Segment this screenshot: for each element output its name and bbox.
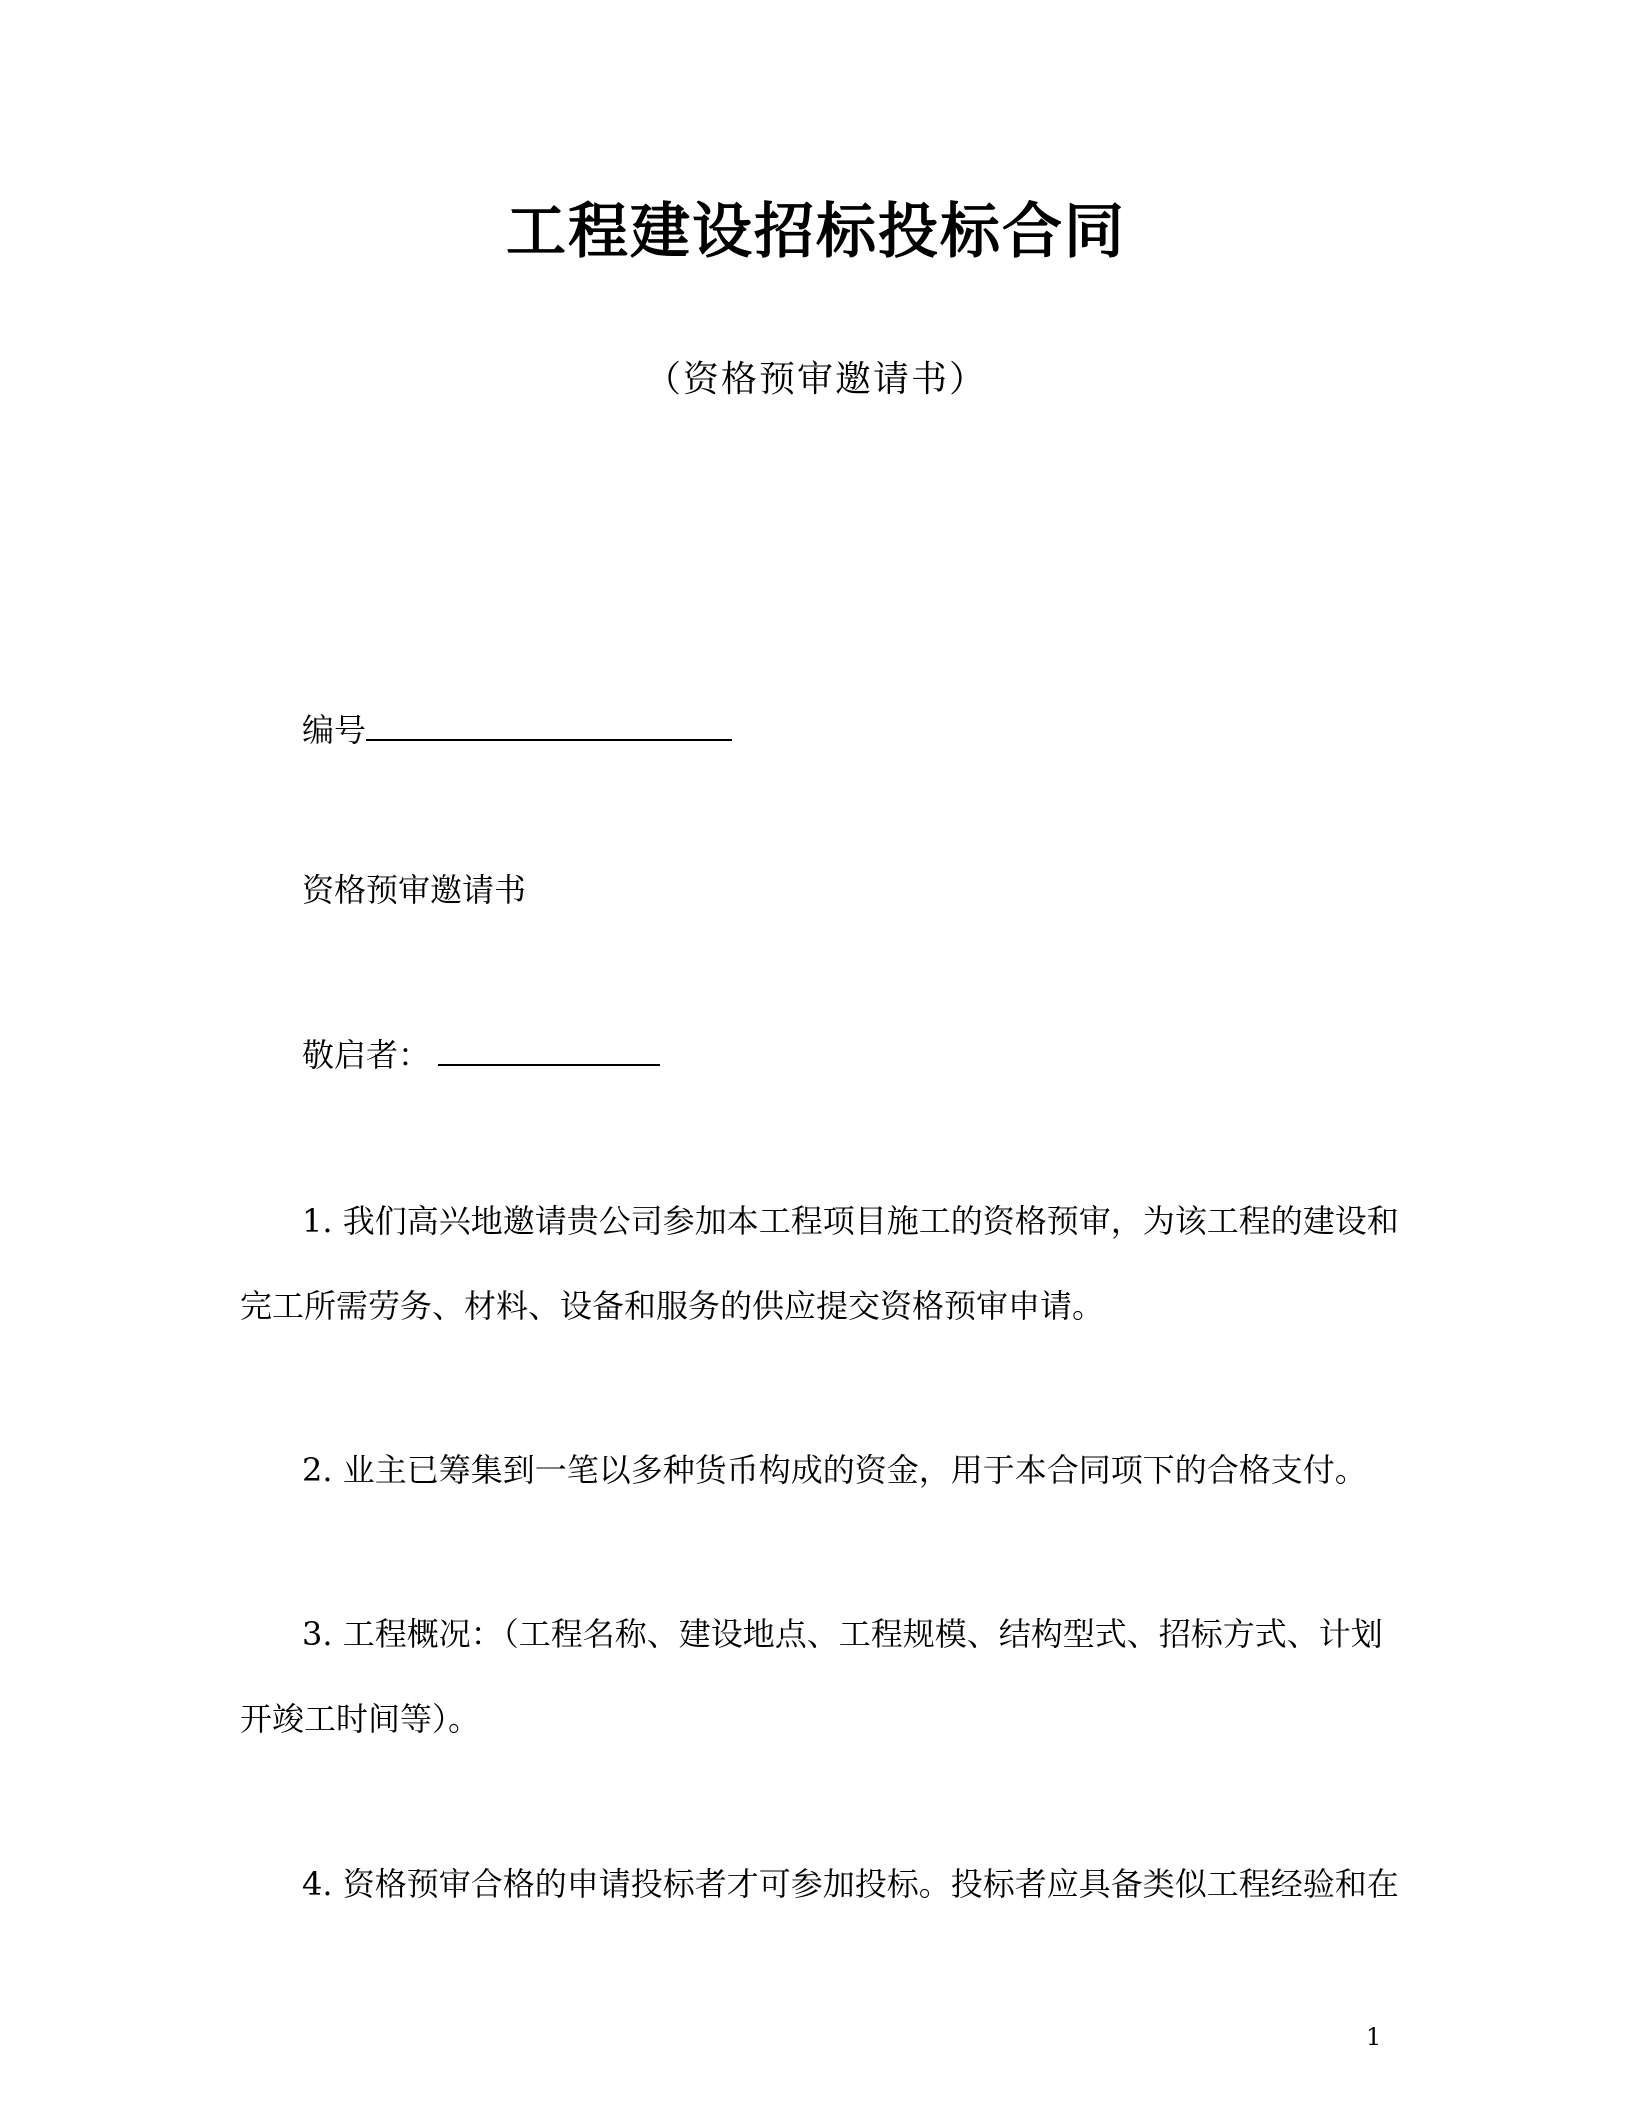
invitation-heading: 资格预审邀请书	[302, 871, 527, 909]
paragraph-4-line-1: 4. 资格预审合格的申请投标者才可参加投标。投标者应具备类似工程经验和在	[302, 1865, 1399, 1903]
paragraph-3-line-2: 开竣工时间等）。	[240, 1700, 481, 1738]
page-number: 1	[1366, 2023, 1382, 2051]
salutation-label: 敬启者：	[302, 1036, 431, 1074]
salutation-row	[302, 1033, 660, 1077]
number-field-row	[302, 708, 732, 752]
salutation-blank-line	[438, 1036, 660, 1066]
paragraph-2-line-1: 2. 业主已筹集到一笔以多种货币构成的资金，用于本合同项下的合格支付。	[302, 1451, 1367, 1489]
number-blank-line	[366, 711, 732, 741]
paragraph-3-line-1: 3. 工程概况：（工程名称、建设地点、工程规模、结构型式、招标方式、计划	[302, 1615, 1383, 1653]
paragraph-1-line-2: 完工所需劳务、材料、设备和服务的供应提交资格预审申请。	[240, 1287, 1105, 1325]
document-title: 工程建设招标投标合同	[506, 197, 1126, 267]
number-label: 编号	[302, 711, 367, 749]
document-subtitle: （资格预审邀请书）	[644, 359, 987, 400]
paragraph-1-line-1: 1. 我们高兴地邀请贵公司参加本工程项目施工的资格预审，为该工程的建设和	[302, 1202, 1399, 1240]
